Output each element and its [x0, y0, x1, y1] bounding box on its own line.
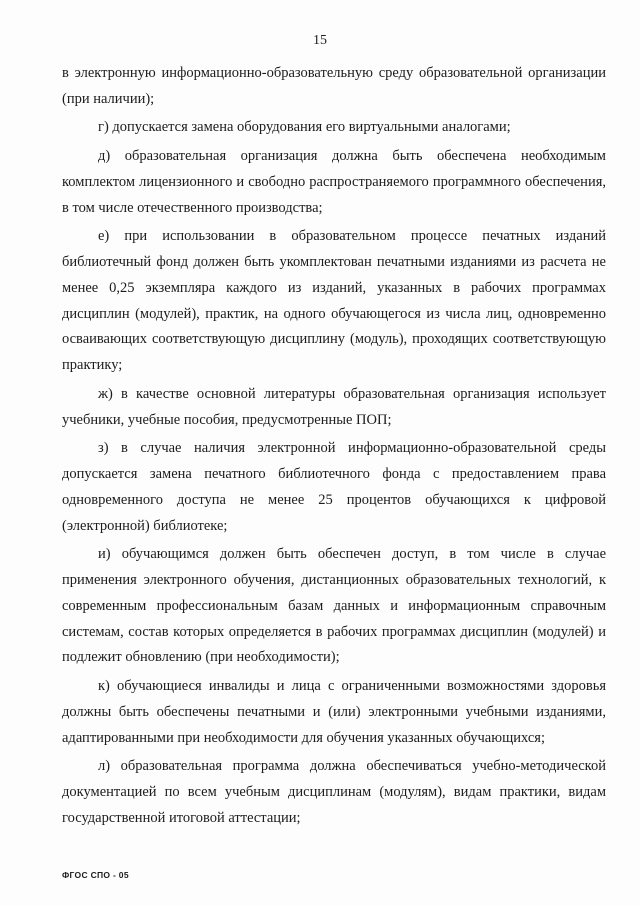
paragraph-item-g: г) допускается замена оборудования его виртуальными аналогами; [98, 119, 511, 136]
document-body [62, 61, 606, 834]
page-number: 15 [313, 33, 327, 48]
paragraph-continuation: в электронную информационно-образовательную среду образовательной организации (при наличии); [62, 65, 606, 107]
paragraph-item-l: л) образовательная программа должна обеспечиваться учебно-методической документацией по всем учебным дисциплинам (модулям), видам практики, видам государственной итоговой аттестации; [62, 758, 606, 826]
paragraph-item-e: е) при использовании в образовательном процессе печатных изданий библиотечный фонд должен быть укомплектован печатными изданиями из расчета не менее 0,25 экземпляра каждого из изданий, указанных в рабочих программах дисциплин (модулей), практик, на одного обучающегося из числа лиц, одновременно осваивающих соответствующую дисциплину (модуль), проходящих соответствующую практику; [62, 228, 606, 374]
footer-document-code: ФГОС СПО - 05 [62, 870, 129, 880]
paragraph-item-d: д) образовательная организация должна быть обеспечена необходимым комплектом лицензионного и свободно распространяемого программного обеспечения, в том числе отечественного производства; [62, 147, 606, 216]
paragraph-item-z: з) в случае наличия электронной информационно-образовательной среды допускается замена печатного библиотечного фонда с предоставлением права одновременного доступа не менее 25 процентов обучающихся к цифровой (электронной) библиотеке; [62, 440, 606, 534]
paragraph-item-zh: ж) в качестве основной литературы образовательная организация использует учебники, учебные пособия, предусмотренные ПОП; [62, 385, 606, 428]
paragraph-item-k: к) обучающиеся инвалиды и лица с ограниченными возможностями здоровья должны быть обеспечены печатными и (или) электронными учебными изданиями, адаптированными при необходимости для обучения указанных обучающихся; [62, 677, 606, 746]
paragraph-item-i: и) обучающимся должен быть обеспечен доступ, в том числе в случае применения электронного обучения, дистанционных образовательных технологий, к современным профессиональным базам данных и информационным справочным системам, состав которых определяется в рабочих программах дисциплин (модулей) и подлежит обновлению (при необходимости); [62, 546, 606, 666]
